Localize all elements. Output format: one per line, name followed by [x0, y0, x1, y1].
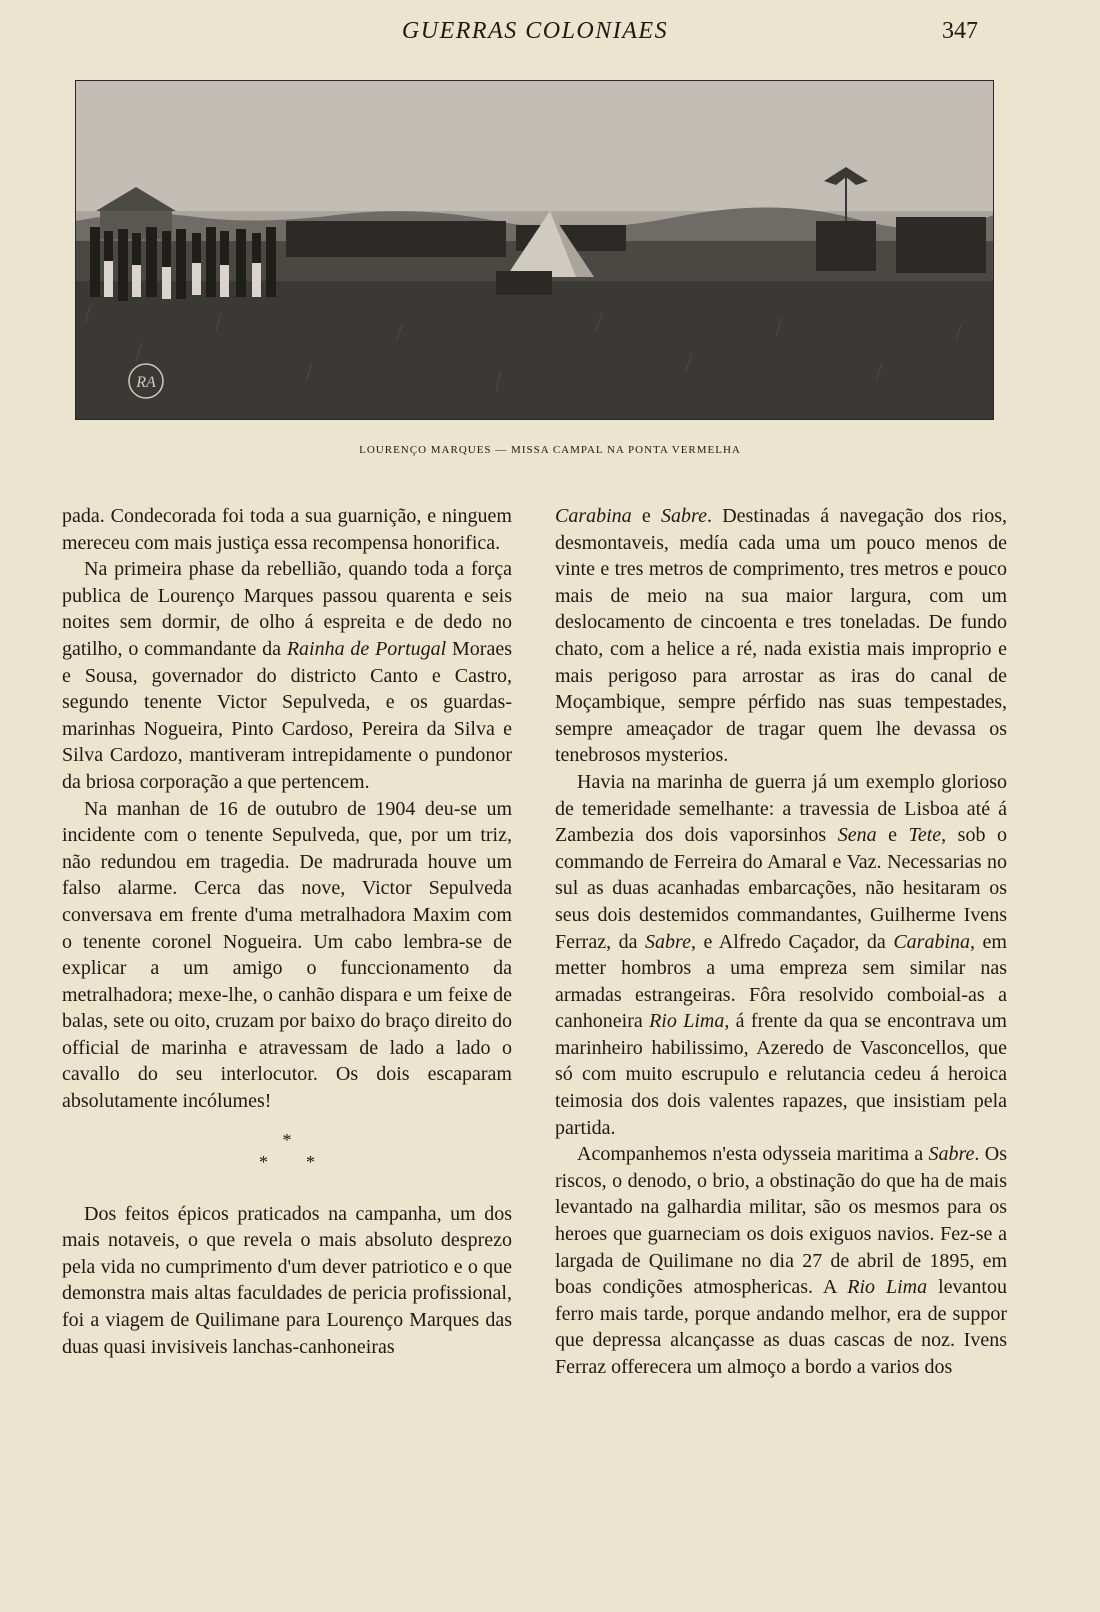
photo-illustration	[76, 81, 993, 419]
paragraph: Dos feitos épicos praticados na campanha, um dos mais notaveis, o que revela o mais absoluto desprezo pela vida no cumprimento d'um dever patriotico e o que demonstra mais altas faculdades de pericia profissional, foi a viagem de Quilimane para Lourenço Marques das duas quasi invisiveis lanchas-canhoneiras	[62, 1202, 512, 1358]
paragraph: Acompanhemos n'esta odysseia maritima a Sabre. Os riscos, o denodo, o brio, a obstinação do que ha de mais levantado na galhardia militar, são os mesmos para os heroes que guarneciam os dois exiguos navios. Fez-se a largada de Quilimane no dia 27 de abril de 1895, em boas condições atmosphericas. A Rio Lima levantou ferro mais tarde, porque andando melhor, era de suppor que depressa alcançasse as duas cascas de noz. Ivens Ferraz offerecera um almoço a bordo a varios dos	[555, 1143, 1007, 1378]
asterism-bottom: **	[259, 1151, 353, 1172]
paragraph: Havia na marinha de guerra já um exemplo glorioso de temeridade semelhante: a travessia de Lisboa até á Zambezia dos dois vaporsinhos Sena e Tete, sob o commando de Ferreira do Amaral e Vaz. Necessarias no sul as duas acanhadas embarcações, não hesitaram os seus dois destemidos commandantes, Guilherme Ivens Ferraz, da Sabre, e Alfredo Caçador, da Carabina, em metter hombros a uma empreza sem similar nas armadas estrangeiras. Fôra resolvido comboial-as a canhoneira Rio Lima, á frente da qua se encontrava um marinheiro habilissimo, Azeredo de Vasconcellos, que só com muito escrupulo e relutancia cedeu á heroica teimosia dos dois valentes rapazes, que insistiam pela partida.	[555, 770, 1007, 1139]
page-header	[0, 16, 1100, 52]
ship-name: Sena	[837, 824, 877, 847]
paragraph: Carabina e Sabre. Destinadas á navegação dos rios, desmontaveis, medía cada uma um pouco menos de vinte e tres metros de comprimento, tres metros e pouco mais de meio na sua maior largura, com um deslocamento de cincoenta e tres toneladas. De fundo chato, com a helice a ré, nada existia mais improprio e mais perigoso para arrostar as iras do canal de Moçambique, sempre pérfido nas suas tempestades, sempre ameaçador de tragar quem lhe devassa os tenebrosos mysterios.	[555, 505, 1007, 767]
paragraph: Na manhan de 16 de outubro de 1904 deu-se um incidente com o tenente Sepulveda, que, por um triz, não redundou em tragedia. De madrurada houve um falso alarme. Cerca das nove, Victor Sepulveda conversava em frente d'uma metralhadora Maxim com o tenente coronel Nogueira. Um cabo lembra-se de explicar a um amigo o funccionamento da metralhadora; mexe-lhe, o canhão dispara e um feixe de balas, sete ou oito, cruzam por baixo do braço direito do official de marinha e atravessam de lado a lado o cavallo do seu interlocutor. Os dois escaparam absolutamente incólumes!	[62, 797, 512, 1113]
running-title: GUERRAS COLONIAES	[401, 18, 669, 44]
ship-name: Rainha de Portugal	[286, 637, 447, 660]
ship-name: Carabina	[555, 505, 632, 527]
ship-name: Tete	[908, 824, 942, 847]
ship-name: Rio Lima	[649, 1010, 725, 1033]
ship-name: Sabre	[928, 1143, 975, 1166]
paragraph: pada. Condecorada foi toda a sua guarnição, e ninguem mereceu com mais justiça essa recompensa honorifica.	[62, 505, 512, 554]
photo-monogram: RA	[136, 374, 156, 391]
page-number: 347	[942, 18, 978, 44]
left-column	[62, 503, 512, 1360]
photograph-missa-campal	[75, 80, 994, 420]
asterism	[62, 1129, 512, 1173]
ship-name: Sabre	[661, 505, 707, 527]
asterism-top: *	[282, 1129, 292, 1150]
ship-name: Carabina	[893, 930, 971, 953]
ship-name: Rio Lima	[847, 1276, 928, 1299]
paragraph: Na primeira phase da rebellião, quando toda a força publica de Lourenço Marques passou quarenta e seis noites sem dormir, de olho á espreita e de dedo no gatilho, o commandante da Rainha de Portugal Moraes e Sousa, governador do districto Canto e Castro, segundo tenente Victor Sepulveda, e os guardas-marinhas Nogueira, Pinto Cardoso, Pereira da Silva e Silva Cardozo, mantiveram intrepidamente o pundonor da briosa corporação a que pertencem.	[62, 558, 513, 793]
figure-caption: LOURENÇO MARQUES — MISSA CAMPAL NA PONTA VERMELHA	[359, 444, 741, 456]
ship-name: Sabre	[645, 930, 691, 953]
right-column	[555, 503, 1007, 1381]
